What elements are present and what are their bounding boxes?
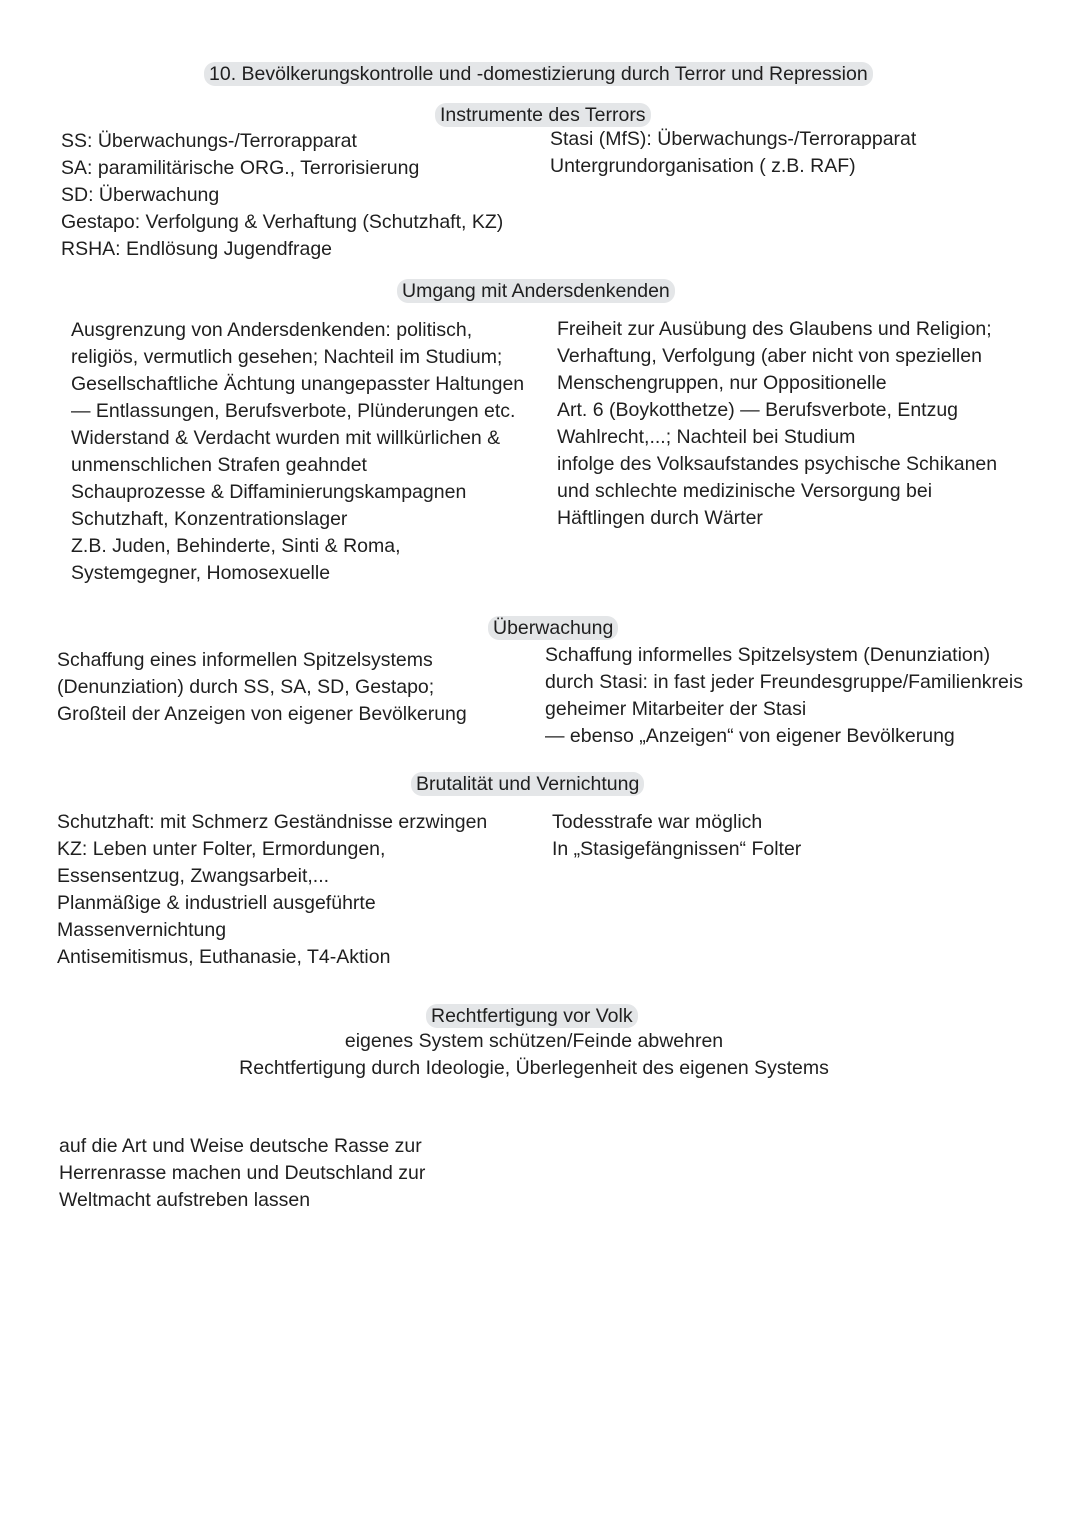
instrumente-right-column <box>550 126 916 180</box>
section-heading-ueberwachung: Überwachung <box>488 616 618 640</box>
text-line: Häftlingen durch Wärter <box>557 507 763 529</box>
text-line: Schutzhaft, Konzentrationslager <box>71 508 348 530</box>
text-line: Todesstrafe war möglich <box>552 811 763 833</box>
text-line: SA: paramilitärische ORG., Terrorisierung <box>61 157 420 179</box>
text-line: und schlechte medizinische Versorgung bei <box>557 480 933 502</box>
section-heading-umgang: Umgang mit Andersdenkenden <box>397 279 675 303</box>
text-line: Wahlrecht,...; Nachteil bei Studium <box>557 426 856 448</box>
brutalitaet-right-column <box>552 809 801 863</box>
text-line: Z.B. Juden, Behinderte, Sinti & Roma, <box>71 535 401 557</box>
text-line: SD: Überwachung <box>61 184 220 206</box>
rechtfertigung-left-column <box>59 1133 425 1214</box>
text-line: Antisemitismus, Euthanasie, T4-Aktion <box>57 946 391 968</box>
brutalitaet-left-column <box>57 809 487 971</box>
section-heading-brutalitaet: Brutalität und Vernichtung <box>411 772 644 796</box>
instrumente-left-column <box>61 128 503 263</box>
text-line: — Entlassungen, Berufsverbote, Plünderungen etc. <box>71 400 516 422</box>
text-line: geheimer Mitarbeiter der Stasi <box>545 698 807 720</box>
rechtfertigung-center-text <box>0 1028 1068 1082</box>
text-line: RSHA: Endlösung Jugendfrage <box>61 238 333 260</box>
ueberwachung-right-column <box>545 642 1023 750</box>
text-line: SS: Überwachungs-/Terrorapparat <box>61 130 357 152</box>
text-line: auf die Art und Weise deutsche Rasse zur <box>59 1135 422 1157</box>
text-line: Herrenrasse machen und Deutschland zur <box>59 1162 426 1184</box>
ueberwachung-left-column <box>57 647 467 728</box>
text-line: Freiheit zur Ausübung des Glaubens und Religion; <box>557 318 992 340</box>
text-line: Widerstand & Verdacht wurden mit willkürlichen & <box>71 427 501 449</box>
text-line: Planmäßige & industriell ausgeführte <box>57 892 376 914</box>
text-line: Schaffung informelles Spitzelsystem (Denunziation) <box>545 644 991 666</box>
text-line: Großteil der Anzeigen von eigener Bevölkerung <box>57 703 467 725</box>
text-line: Schutzhaft: mit Schmerz Geständnisse erzwingen <box>57 811 488 833</box>
text-line: Verhaftung, Verfolgung (aber nicht von speziellen <box>557 345 982 367</box>
text-line: KZ: Leben unter Folter, Ermordungen, <box>57 838 386 860</box>
page-title: 10. Bevölkerungskontrolle und -domestizierung durch Terror und Repression <box>204 62 873 86</box>
text-line: Essensentzug, Zwangsarbeit,... <box>57 865 330 887</box>
text-line: Art. 6 (Boykotthetze) — Berufsverbote, Entzug <box>557 399 959 421</box>
text-line: infolge des Volksaufstandes psychische Schikanen <box>557 453 998 475</box>
section-heading-instrumente: Instrumente des Terrors <box>435 103 651 127</box>
text-line: In „Stasigefängnissen“ Folter <box>552 838 802 860</box>
text-line: Rechtfertigung durch Ideologie, Überlegenheit des eigenen Systems <box>239 1057 829 1079</box>
umgang-left-column <box>71 317 524 587</box>
text-line: Schauprozesse & Diffaminierungskampagnen <box>71 481 467 503</box>
umgang-right-column <box>557 316 997 532</box>
text-line: Untergrundorganisation ( z.B. RAF) <box>550 155 856 177</box>
text-line: Menschengruppen, nur Oppositionelle <box>557 372 887 394</box>
text-line: — ebenso „Anzeigen“ von eigener Bevölkerung <box>545 725 955 747</box>
text-line: Gestapo: Verfolgung & Verhaftung (Schutzhaft, KZ) <box>61 211 504 233</box>
text-line: Ausgrenzung von Andersdenkenden: politisch, <box>71 319 473 341</box>
text-line: durch Stasi: in fast jeder Freundesgruppe/Familienkreis <box>545 671 1023 693</box>
text-line: Stasi (MfS): Überwachungs-/Terrorapparat <box>550 128 917 150</box>
text-line: Massenvernichtung <box>57 919 227 941</box>
text-line: unmenschlichen Strafen geahndet <box>71 454 367 476</box>
text-line: Gesellschaftliche Ächtung unangepasster Haltungen <box>71 373 525 395</box>
section-heading-rechtfertigung: Rechtfertigung vor Volk <box>426 1004 638 1028</box>
text-line: Weltmacht aufstreben lassen <box>59 1189 311 1211</box>
text-line: Systemgegner, Homosexuelle <box>71 562 331 584</box>
text-line: Schaffung eines informellen Spitzelsystems <box>57 649 433 671</box>
text-line: religiös, vermutlich gesehen; Nachteil im Studium; <box>71 346 503 368</box>
text-line: (Denunziation) durch SS, SA, SD, Gestapo; <box>57 676 435 698</box>
text-line: eigenes System schützen/Feinde abwehren <box>344 1030 724 1052</box>
